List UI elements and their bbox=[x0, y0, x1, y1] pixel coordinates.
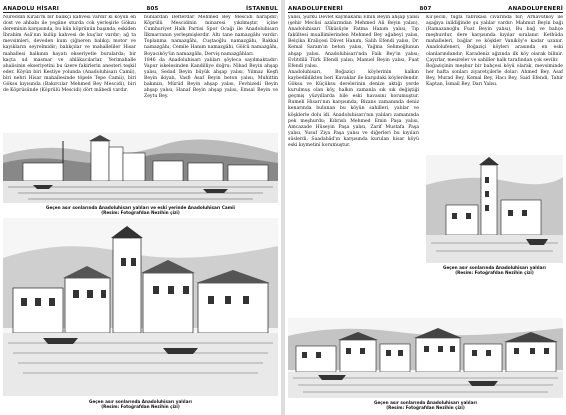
left-header-city: İSTANBUL bbox=[246, 6, 278, 12]
left-page-header bbox=[3, 3, 278, 13]
shoreline-illustration bbox=[288, 318, 563, 398]
left-column-2 bbox=[144, 15, 278, 130]
left-page bbox=[0, 0, 281, 415]
right-header-section: ANADOLUFENERİ bbox=[288, 6, 343, 12]
left-caption-1 bbox=[3, 205, 278, 215]
hisar-illustration bbox=[3, 133, 278, 203]
left-caption-2-credit: (Resim: Fotoğrafdan Nezihin çizi) bbox=[101, 404, 180, 410]
left-caption-1-title: Geçen asır sonlarında Anadoluhisarı yalıları ve eski yerinde Anadoluhisarı Camii bbox=[46, 205, 235, 210]
right-caption-1-title: Geçen asır sonlarında Anadoluhisarı yalıları bbox=[443, 265, 546, 270]
right-column-2-text: Kü'şecin, tuğla fabrikası civarında bir; Arnavutköy ile aşağıya inildiğinde şu yalılar vardır: Mahmut Beyin bağı (Ramazanoğlu Fuat Beyin yalısı), Bu bağ ve bahçe meşhurdur, dere karşısında kıyılar sıralanır. Kethüda mahalleleri, bağlar ve köşkler Vaniköy'e kadar uzanır. Anadolufeneri, Boğaziçi köyleri arasında en eski olanlarındandır; Karadeniz ağzında ilk köy olarak bilinir. Çayırlar, mesireler ve sahiller halk tarafından çok sevilir. Boğaziçinin meşhur bir bahçesi köyü olarak, mevsiminde her hafta sonları ziyaretçilerle dolar: Ahmed Bey, Asaf Bey, Murad Bey, Kemal Bey, Hacı Bey, Said Efendi, Tahir Kaptan, İsmail Bey, Darı Yalısı. bbox=[426, 15, 563, 88]
right-caption-1-credit: (Resim: Fotoğrafdan Nezihin çizi) bbox=[455, 270, 534, 276]
right-page-header bbox=[288, 3, 563, 13]
right-caption-1 bbox=[426, 265, 563, 275]
left-column-1-text: Nureddin Kirâli'm bir balıkçı kahvesi vardır ki köyün en dost ve ahbabı ile yegâne sturda cok yerleşirle Gökzu dereminin karşısında, bu kün köprünün başında, eskiden İbrahim Asâ'nın kulüp kahvesi de kuş'lar vardır; ağ ta mevsimleri, deveden kum çiğneren balıkçı motor ve kayıkların seyrelmidir; balıkçılar ve mahalleliler Hisar mahallesi halkının hayatı ekseriyetle buralarda; bir kaçta ud masmar ve ahlâkacılarlar. Yerimahalle ahalisinin ekseriyetini bu üzere fakirlerin anesteri teşkil eder. Köyün biri Kestiye yolunda (Anadoluhisarı Camii), biri nehri Hisar mahallesinde töpele Tepe Camii), biri Göksu kıyısında (Bakırcılar Mehmed Bey Mescidi), biri de Köprüsünde (Köprülü Mescidi) dört mâbedi vardır. bbox=[3, 15, 136, 94]
right-column-2 bbox=[426, 15, 563, 153]
left-page-number: 805 bbox=[146, 6, 159, 12]
left-caption-2 bbox=[3, 399, 278, 409]
right-column-1-text: yalısı, Şürkü Devlet kaymakamı Emin Beyin ahşap yalısı (şehir Meclisi azalarından Mehmed Ali Beyin yalısı), Anadoluhisarı Ülküsüyle Fatma Hanım yalısı, Tıp fakültesi muallimlerinden Mehmed Bey ağabeyi yalısı, Belçika Kraliçesi Dâvet Hanım, Salih Efendi yalısı, Dr. Kemal Saram'ın beton yalısı, Yağma Selimoğlunun ahşap yalısı. Anadoluhisarı'nda Faik Bey'in yalısı; Evlitdilâ Türk Efendi yalısı, Manuel Beyin yalısı, Fuat Efendi yalısı. Anadoluhisarı, Boğaziçi köylerinin kalkın kaybedildikten beri Kavaklar ile karşıdaki köylerdendir. Göksu ve Küçüksu derelerinin denize aktığı yerde kurulmuş olan köy, halkın zamanla sık sık değiştiği geçmiş yüzyıllarda bile eski havasını korumuştur. Rumeli Hisarı'nın karşısında, Bizans zamanında deniz kenarında bulunan bu köyün sahilleri, yalılar ve köşklerle dolu idi. Anadoluhisarı'nın yalıları zamanında pek meşhurdu; Kıbrıslı Mehmed Emin Paşa yalısı, Amcazade Hüseyin Paşa yalısı, Zarif Mustafa Paşa yalısı, Yusuf Ziya Paşa yalısı ve diğerleri bu kıyıları süslerdi. Saadabâd'ın karşısında kurulan hisar köyü eski kıymetini korumuştur. bbox=[288, 15, 419, 148]
right-caption-2-credit: (Resim: Fotoğrafdan Nezihin çizi) bbox=[386, 405, 465, 411]
right-header-section-2: ANADOLUFENERİ bbox=[508, 6, 563, 12]
right-page-number: 807 bbox=[419, 6, 432, 12]
right-column-1 bbox=[288, 15, 419, 315]
left-column-2-text: bunlardan Defterdar Mehmed Bey Mescidi harapdır; Köprülü Mescidinin minaresi yıkılmıştır, içine Cumhuriyet Halk Partisi Spor Ocağı ile Anadoluhisarı İlkmarranın yerleşmişlerdir. Altı tane namazgâhı vardır: Toplanma namazgâhı, Cuştaoğlu namazgâhı, Bakkal namazgâhı, Cemile Hanım namazgâhı, Gölcü namazgâhı, Boyacıköy'ün namazgâhı, Derviş namazgâhları. 1846 da Anadoluhisarı yalıları şöyleca sayılmaktadır: Vapur iskelesinden Kandilliye doğru: Nihad Beyin ahşap yalısı, Sedad Beyin büyük ahşap yalısı, Yılmaz Keşfi Beyin ikiyalı, Vasfi Asaf Beyin beton yalısı, Muhittin bakınızı, Mürüd Beyin ahşap yalısı, Fevhizedi Beyin ahşap yalısı, Hanaf Beyin ahşap yalısı, Emsal Beyin ve Zeytu Bey. bbox=[144, 15, 278, 100]
left-header-section: ANADOLU HİSARI bbox=[3, 6, 59, 12]
left-column-1 bbox=[3, 15, 136, 130]
left-caption-2-title: Geçen asır sonlarında Anadoluhisarı yalıları bbox=[89, 399, 192, 404]
tower-illustration bbox=[426, 155, 563, 263]
left-caption-1-credit: (Resim: Fotoğrafdan Nezihin çizi) bbox=[101, 210, 180, 216]
right-caption-2 bbox=[288, 400, 563, 410]
yalilar-illustration bbox=[3, 218, 278, 396]
right-page bbox=[285, 0, 566, 415]
right-caption-2-title: Geçen asır sonlarında Anadoluhisarı yalıları bbox=[374, 400, 477, 405]
